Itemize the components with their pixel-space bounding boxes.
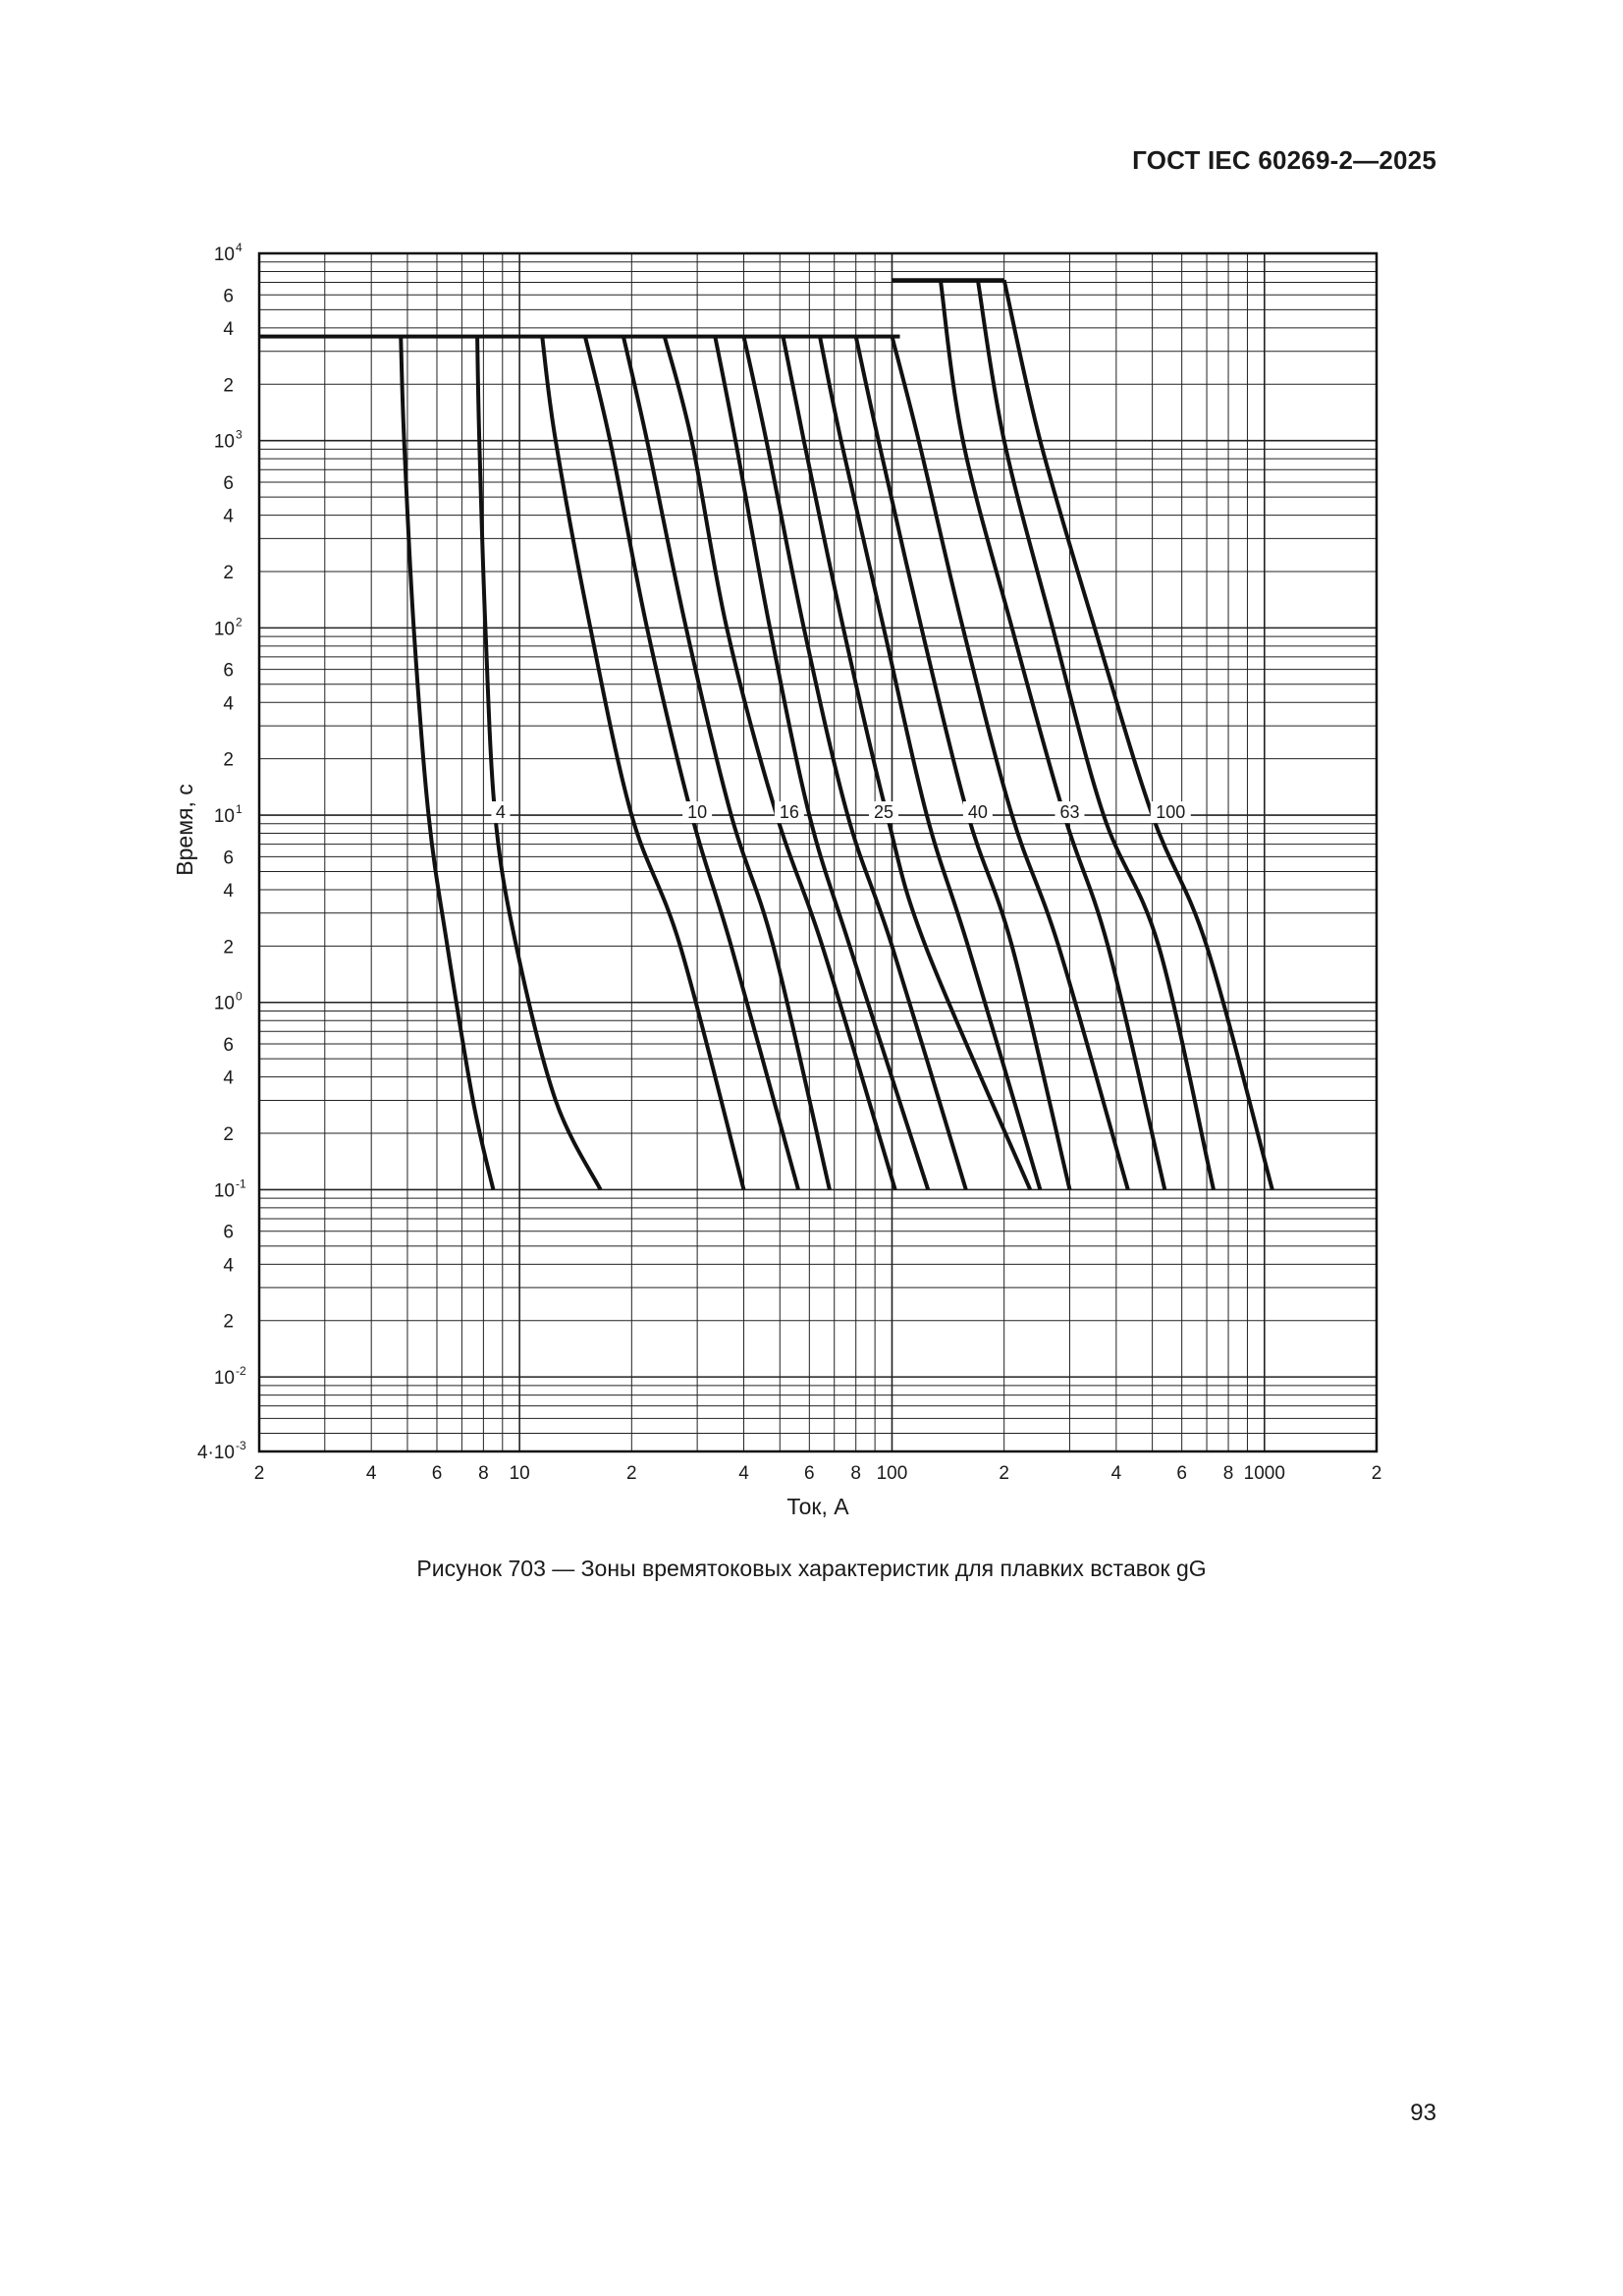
y-tick-base: 10 [213,245,235,265]
y-tick-label: 6 [223,286,234,307]
x-tick-label: 4 [1110,1463,1122,1484]
page-number: 93 [1410,2100,1436,2126]
curve-label-text: 4 [495,802,506,823]
y-tick-label: 2 [223,375,234,397]
curve-label-text: 16 [779,802,799,823]
y-tick-exponent: 4 [236,241,243,254]
y-tick-label: 2 [223,937,234,958]
x-tick-labels [254,1463,1382,1484]
document-header: ГОСТ IEC 60269-2—2025 [1132,145,1436,175]
y-tick-label [214,1176,246,1201]
y-tick-base: 10 [213,431,235,453]
y-tick-label: 4 [223,1255,234,1277]
y-tick-label [214,990,243,1014]
y-tick-label: 4 [223,1067,234,1089]
curve-labels [491,801,1190,823]
y-tick-label [214,1364,246,1389]
curve-label-text: 10 [687,802,708,823]
y-tick-base: 10 [213,806,235,828]
figure-caption: Рисунок 703 — Зоны времятоковых характеристик для плавких вставок gG [416,1556,1207,1581]
y-tick-exponent: 3 [236,427,243,442]
y-axis-title: Время, с [172,784,197,876]
fuse-curve-10 [820,337,1040,1190]
curve-label-text: 63 [1059,802,1080,823]
fuse-curves [401,280,1272,1189]
y-tick-base: 10 [213,993,235,1014]
curve-label-text: 100 [1156,802,1186,823]
y-tick-label [214,428,243,453]
y-tick-base: 10 [213,619,235,640]
fuse-curve-15 [1004,280,1272,1189]
y-tick-base: 4·10 [196,1443,235,1463]
x-tick-label: 4 [738,1463,749,1484]
curve-label-text: 25 [874,802,894,823]
fuse-curve-7 [715,337,928,1190]
curve-label [775,801,804,823]
x-tick-label: 2 [253,1463,265,1484]
fuse-curve-3 [542,337,743,1190]
y-tick-exponent: 2 [236,615,243,629]
y-tick-label: 6 [223,1035,234,1057]
y-tick-label: 2 [223,562,234,583]
x-tick-label: 6 [804,1463,815,1484]
y-tick-base: 10 [213,1368,235,1390]
y-tick-exponent: -3 [236,1439,246,1452]
curve-label [1151,801,1191,823]
y-tick-base: 10 [213,1180,235,1202]
y-tick-label: 6 [223,660,234,682]
curve-label [491,801,510,823]
x-tick-label: 2 [1371,1463,1382,1484]
x-tick-label: 100 [876,1463,908,1484]
fuse-curve-9 [784,337,1031,1190]
y-tick-label: 4 [223,880,234,902]
x-tick-label: 6 [431,1463,443,1484]
y-tick-label: 6 [223,1222,234,1243]
x-tick-label: 1000 [1243,1463,1285,1484]
y-tick-label [197,1439,246,1463]
x-tick-label: 4 [365,1463,377,1484]
curve-label [682,801,712,823]
y-tick-label: 4 [223,318,234,340]
fuse-curve-8 [744,337,966,1190]
fuse-curve-13 [941,280,1164,1189]
x-tick-label: 2 [999,1463,1009,1484]
y-tick-label: 4 [223,506,234,527]
curve-label [1055,801,1084,823]
curve-label-text: 40 [967,802,988,823]
y-tick-label: 6 [223,472,234,494]
y-tick-label [214,615,243,639]
y-tick-exponent: 0 [236,989,243,1004]
y-tick-label [214,241,243,265]
y-tick-label: 2 [223,749,234,771]
y-tick-label: 4 [223,693,234,715]
y-tick-label: 2 [223,1124,234,1146]
x-tick-label: 2 [626,1463,637,1484]
x-tick-label: 6 [1176,1463,1187,1484]
y-tick-exponent: 1 [236,802,243,817]
x-tick-label: 10 [509,1463,530,1484]
y-tick-exponent: -2 [236,1364,246,1379]
curve-label [869,801,898,823]
y-tick-label: 6 [223,847,234,869]
fuse-curve-14 [978,280,1214,1189]
y-tick-label: 2 [223,1311,234,1333]
x-axis-title: Ток, А [786,1494,849,1519]
curve-label [963,801,993,823]
x-tick-label: 8 [1222,1463,1234,1484]
y-tick-label [214,802,243,827]
x-tick-label: 8 [850,1463,862,1484]
x-tick-label: 8 [478,1463,489,1484]
fuse-curve-2 [477,337,600,1190]
y-tick-exponent: -1 [236,1176,246,1191]
y-tick-labels [197,241,246,1463]
